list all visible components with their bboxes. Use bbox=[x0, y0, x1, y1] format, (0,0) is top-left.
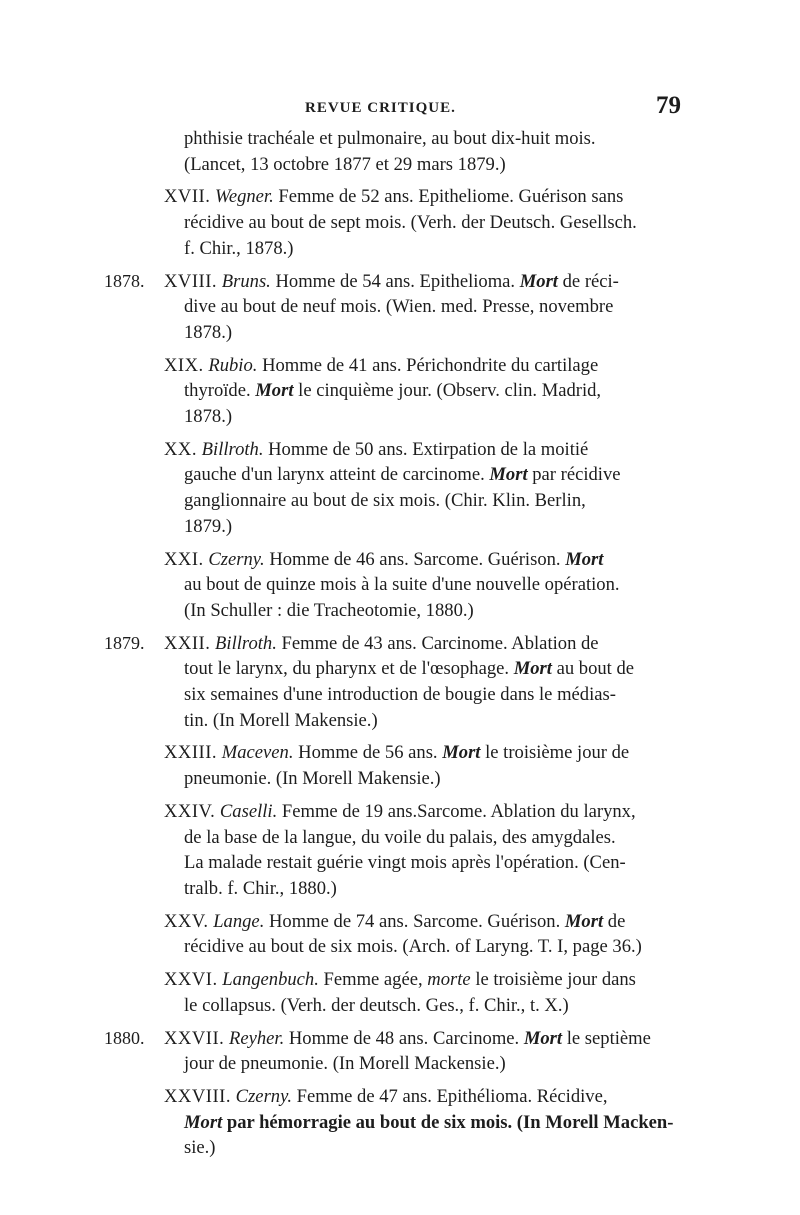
text-line: tin. (In Morell Makensie.) bbox=[184, 709, 378, 731]
text-line bbox=[184, 378, 680, 404]
text-line bbox=[164, 740, 680, 766]
text-fragment: Femme de 19 ans.Sarcome. Ablation du larynx, bbox=[277, 800, 636, 822]
text-fragment: gauche d'un larynx atteint de carcinome. bbox=[184, 464, 490, 486]
text-line bbox=[164, 631, 680, 657]
author-name: Bruns. bbox=[221, 270, 271, 292]
year-marker: 1878. bbox=[104, 270, 145, 291]
text-line: La malade restait guérie vingt mois après l'opération. (Cen- bbox=[184, 852, 626, 874]
text-line: dive au bout de neuf mois. (Wien. med. Presse, novembre bbox=[184, 296, 614, 318]
text-fragment: Homme de 54 ans. Epithelioma. bbox=[270, 270, 520, 292]
text-fragment: par récidive bbox=[527, 464, 621, 486]
text-line bbox=[164, 269, 680, 295]
text-line: jour de pneumonie. (In Morell Mackensie.) bbox=[184, 1053, 506, 1075]
outcome-morte: morte bbox=[427, 969, 471, 991]
text-line: f. Chir., 1878.) bbox=[184, 237, 294, 259]
text-fragment: de réci- bbox=[557, 270, 619, 292]
outcome-mort: Mort bbox=[442, 742, 481, 764]
entry-xxvii bbox=[0, 1026, 680, 1077]
entry-number: XVIII. bbox=[164, 270, 218, 292]
author-name: Wegner. bbox=[215, 186, 274, 208]
outcome-mort: Mort bbox=[255, 380, 294, 402]
entry-xx bbox=[0, 437, 680, 540]
text-fragment: Homme de 41 ans. Périchondrite du cartilage bbox=[257, 354, 599, 376]
text-line: phthisie trachéale et pulmonaire, au bout dix-huit mois. bbox=[184, 128, 596, 149]
outcome-mort: Mort bbox=[184, 1111, 223, 1133]
entry-number: XXV. bbox=[164, 910, 209, 932]
entry-xxiv bbox=[0, 799, 680, 902]
entry-xxiii bbox=[0, 740, 680, 791]
text-line: six semaines d'une introduction de bougie dans le médias- bbox=[184, 684, 616, 706]
text-line: récidive au bout de sept mois. (Verh. der Deutsch. Gesellsch. bbox=[184, 212, 637, 234]
entry-continuation bbox=[0, 126, 680, 177]
author-name: Lange. bbox=[213, 910, 265, 932]
text-line: le collapsus. (Verh. der deutsch. Ges., f. Chir., t. X.) bbox=[184, 994, 569, 1016]
text-fragment: le cinquième jour. (Observ. clin. Madrid, bbox=[293, 380, 602, 402]
text-fragment: le troisième jour de bbox=[480, 742, 630, 764]
text-fragment: Homme de 46 ans. Sarcome. Guérison. bbox=[264, 548, 566, 570]
entry-number: XXII. bbox=[164, 632, 211, 654]
text-fragment: Femme de 52 ans. Epitheliome. Guérison sans bbox=[273, 186, 624, 208]
running-title: REVUE CRITIQUE. bbox=[305, 100, 456, 116]
author-name: Czerny. bbox=[208, 548, 265, 570]
text-fragment: Homme de 56 ans. bbox=[293, 742, 443, 764]
text-fragment: le troisième jour dans bbox=[470, 969, 636, 991]
text-line bbox=[164, 967, 680, 993]
text-line bbox=[184, 1110, 680, 1136]
text-line bbox=[184, 462, 680, 488]
author-name: Reyher. bbox=[228, 1027, 285, 1049]
entry-number: XXVIII. bbox=[164, 1085, 232, 1107]
author-name: Maceven. bbox=[221, 742, 294, 764]
text-line: ganglionnaire au bout de six mois. (Chir. Klin. Berlin, bbox=[184, 490, 586, 512]
outcome-mort: Mort bbox=[564, 910, 604, 932]
author-name: Caselli. bbox=[219, 800, 278, 822]
text-line bbox=[164, 437, 680, 463]
outcome-mort: Mort bbox=[513, 658, 552, 680]
text-line: au bout de quinze mois à la suite d'une nouvelle opération. bbox=[184, 574, 620, 596]
text-line: (Lancet, 13 octobre 1877 et 29 mars 1879.) bbox=[184, 153, 506, 175]
text-line bbox=[164, 353, 680, 379]
author-name: Billroth. bbox=[215, 632, 277, 654]
entry-xxvi bbox=[0, 967, 680, 1018]
year-marker: 1879. bbox=[104, 632, 145, 653]
text-line bbox=[164, 184, 680, 210]
entry-number: XXVII. bbox=[164, 1027, 225, 1049]
text-fragment: thyroïde. bbox=[184, 380, 256, 402]
text-line: sie.) bbox=[184, 1137, 216, 1159]
entry-xxv bbox=[0, 909, 680, 960]
author-name: Rubio. bbox=[208, 354, 258, 376]
outcome-mort: Mort bbox=[565, 548, 604, 570]
text-fragment: au bout de bbox=[551, 658, 635, 680]
entry-xxi bbox=[0, 547, 680, 624]
page-header bbox=[0, 92, 800, 128]
text-line: récidive au bout de six mois. (Arch. of Laryng. T. I, page 36.) bbox=[184, 936, 642, 958]
text-line: 1878.) bbox=[184, 406, 233, 428]
entry-number: XIX. bbox=[164, 354, 204, 376]
outcome-mort: Mort bbox=[489, 464, 528, 486]
author-name: Langenbuch. bbox=[222, 969, 319, 991]
text-line bbox=[164, 799, 680, 825]
page-number: 79 bbox=[656, 92, 681, 119]
outcome-mort: Mort bbox=[519, 270, 558, 292]
text-line: 1879.) bbox=[184, 515, 233, 537]
entry-xxviii bbox=[0, 1084, 680, 1161]
entry-number: XXI. bbox=[164, 548, 204, 570]
entry-xxii bbox=[0, 631, 680, 734]
author-name: Billroth. bbox=[201, 438, 264, 460]
entry-xvii bbox=[0, 184, 680, 261]
text-line bbox=[164, 1026, 680, 1052]
text-line bbox=[164, 547, 680, 573]
text-fragment: Homme de 48 ans. Carcinome. bbox=[284, 1027, 524, 1049]
text-fragment: le septième bbox=[562, 1027, 651, 1049]
author-name: Czerny. bbox=[235, 1085, 292, 1107]
text-line: pneumonie. (In Morell Makensie.) bbox=[184, 768, 441, 790]
text-line: (In Schuller : die Tracheotomie, 1880.) bbox=[184, 599, 474, 621]
text-line: 1878.) bbox=[184, 321, 233, 343]
entry-number: XVII. bbox=[164, 186, 211, 208]
text-fragment: Femme de 47 ans. Epithélioma. Récidive, bbox=[291, 1085, 608, 1107]
text-line bbox=[184, 656, 680, 682]
year-marker: 1880. bbox=[104, 1027, 145, 1048]
text-fragment: par hémorragie au bout de six mois. (In Morell Macken- bbox=[222, 1111, 674, 1133]
text-fragment: tout le larynx, du pharynx et de l'œsophage. bbox=[184, 658, 514, 680]
text-line bbox=[164, 1084, 680, 1110]
outcome-mort: Mort bbox=[523, 1027, 563, 1049]
text-line: de la base de la langue, du voile du palais, des amygdales. bbox=[184, 826, 616, 848]
text-fragment: de bbox=[603, 910, 626, 932]
entry-xix bbox=[0, 353, 680, 430]
entry-xviii bbox=[0, 269, 680, 346]
entry-number: XX. bbox=[164, 438, 198, 460]
entry-number: XXIII. bbox=[164, 742, 218, 764]
text-fragment: Femme agée, bbox=[318, 969, 428, 991]
text-fragment: Femme de 43 ans. Carcinome. Ablation de bbox=[276, 632, 599, 654]
text-fragment: Homme de 50 ans. Extirpation de la moitié bbox=[263, 438, 589, 460]
entry-number: XXIV. bbox=[164, 800, 216, 822]
text-fragment: Homme de 74 ans. Sarcome. Guérison. bbox=[264, 910, 565, 932]
text-line bbox=[164, 909, 680, 935]
body-text bbox=[0, 126, 800, 1161]
text-line: tralb. f. Chir., 1880.) bbox=[184, 877, 337, 899]
entry-number: XXVI. bbox=[164, 969, 218, 991]
